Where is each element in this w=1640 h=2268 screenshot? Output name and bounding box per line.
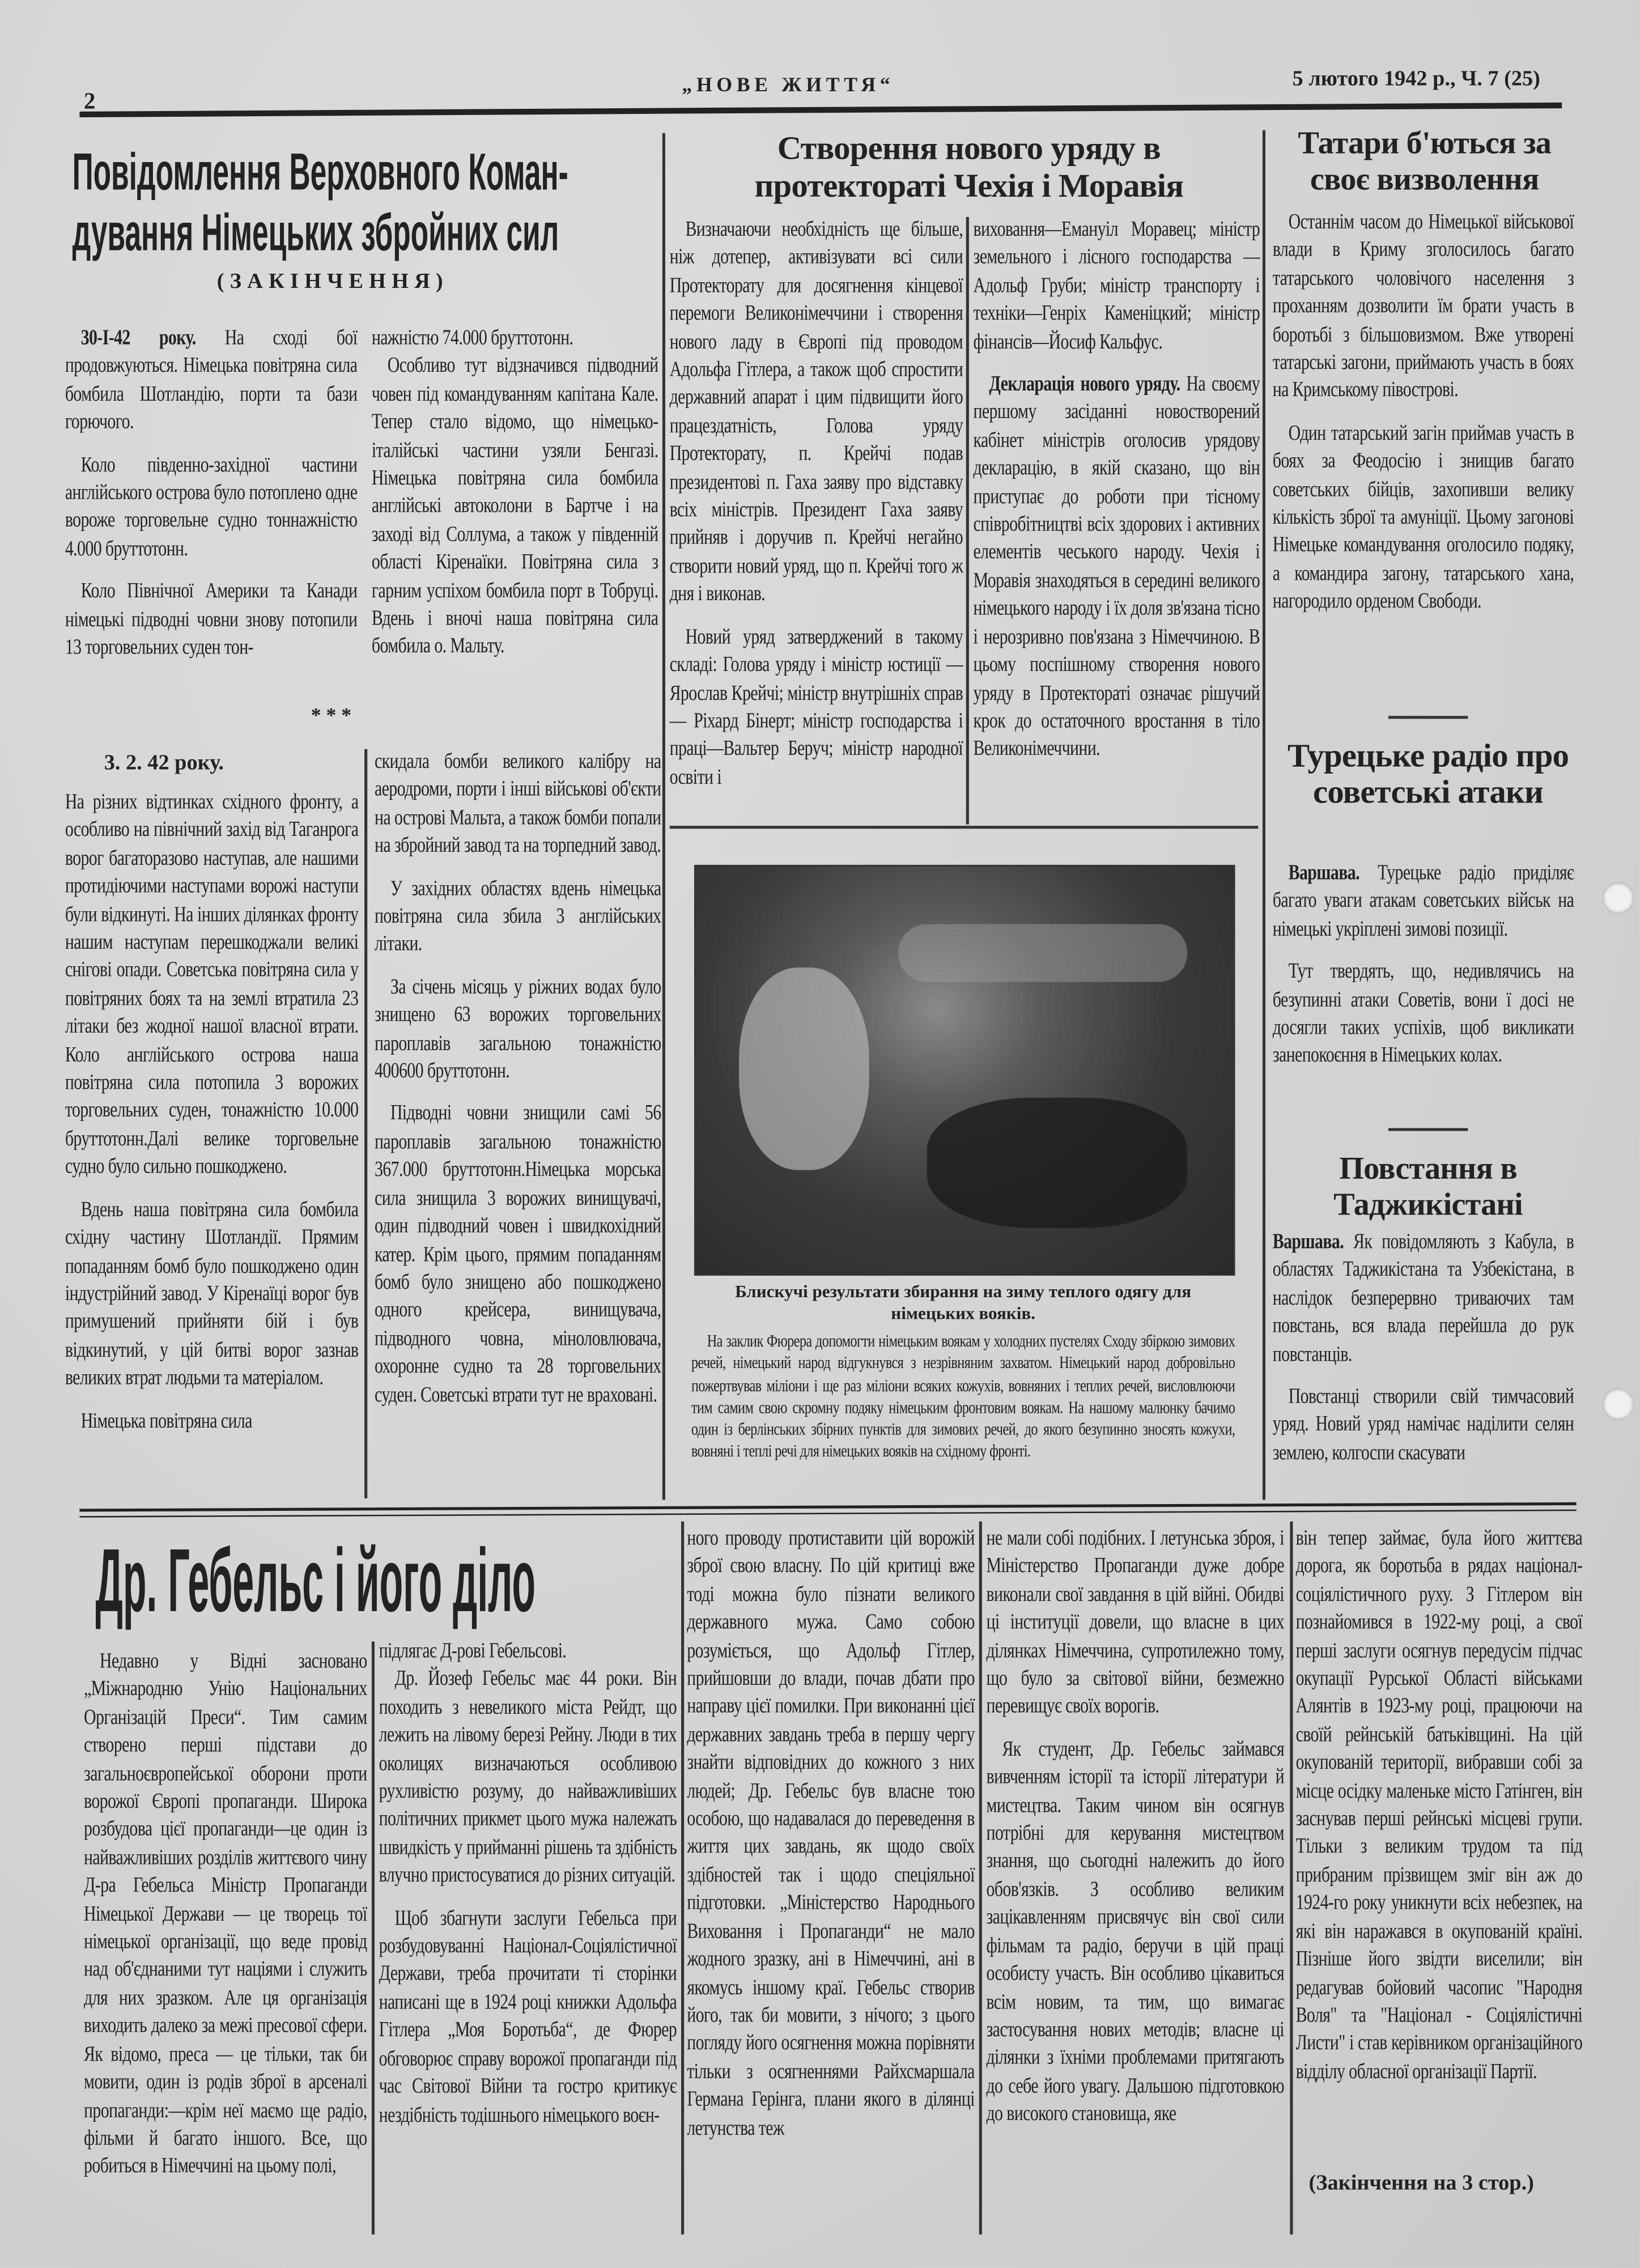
paragraph: Німецька повітряна сила [80,1409,252,1433]
paragraph: Новий уряд затверджений в такому складі: Голова уряду і міністр юстиції — Ярослав Крейчі; міністр внутрішніх справ — Ріхард Бінерт; міністр господарства і праці—Вальтер Беруч; міністр народної освіти і [669,626,963,789]
section-rule [79,1502,1576,1518]
goebbels-col-1 [84,1649,367,2196]
paragraph: Тут твердять, що, недивлячись на безупинні атаки Советів, вони ї досі не досягли таких успіхів, щоб викликати занепокоєння в Німецьких колах. [1272,961,1574,1068]
goebbels-col-2 [379,1638,677,2144]
punch-hole [1603,882,1634,914]
title-line: дування Німецьких збройних сил [72,202,559,262]
punch-hole [1603,1388,1634,1420]
protectorate-col-2 [973,217,1260,779]
paragraph: На різних відтинках східного фронту, а особливо на північний захід від Таганрога ворог багаторазово наступав, але нашими протидіючими наступами ворожі наступи були відкинуті. На інших ділянках фронту нашим наступам перешкоджали великі снігові опади. Советська повітряна сила у повітряних боях та на землі втратила 23 літаки без жодної нашої власної втрати. Коло англійського острова наша повітряна сила потопила 3 ворожих торговельних суден, тонажністю 10.000 бруттотонн.Далі велике торговельне судно було сильно пошкоджено. [65,791,359,1179]
column-divider [1263,130,1265,1500]
paragraph: На заклик Фюрера допомогти німецьким воякам у холодних пустелях Сходу збіркою зимових речей, німецький народ відгукнувся з незрівняним захватом. Німецький народ добровільно пожертвував міліони і ще раз міліони всяких кожухів, вовняних і теплих речей, висловлюючи тим самим свою скромну подяку німецьким фронтовим воякам. На нашому малюнку бачимо один із берлінських збірних пунктів для зимових речей, до якого безупинно зносять кожухи, вовняні і теплі речі для німецьких вояків на східному фронті. [691,1330,1235,1462]
communique-col-1 [65,325,358,677]
protectorate-col-1 [670,217,963,808]
communique-col-2b [375,749,661,1425]
issue-date: 5 лютого 1942 р., Ч. 7 (25) [1292,67,1540,91]
paragraph: Як студент, Др. Гебельс займався вивченням історії та історії літератури й мистецтва. Таким чином він осягнув потрібні для керування мистецтвом знання, що сьогодні належить до його обов'язків. З особливо великим зацікавленням присвячує він свої сили фільмам та радіо, беручи в цій праці особисту участь. Він особливо цікавиться всім новим, та тим, що вимагає застосування нових методів; власне ці ділянки з їхніми проблемами притягають до себе його увагу. Дальшою підготовкою до високого становища, яке [986,1738,1284,2126]
paragraph: Коло південно-західної частини англійського острова було потоплено одне вороже торговельне судно тоннажністю 4.000 бруттотонн. [65,453,358,561]
paragraph: Вдень наша повітряна сила бомбила східну частину Шотландії. Прямим попаданням бомб було пошкоджено один індустрійний завод. У Кіренаїці ворог був примушений прийняти бій і був відкинутий, у цій битві ворог зазнав великих втрат людьми та матеріалом. [65,1198,359,1390]
goebbels-col-5 [1296,1526,1583,2101]
column-divider [979,1522,982,2235]
column-divider [662,133,665,1500]
paragraph: Один татарський загін приймав участь в боях за Феодосію і знищив багато советських бійців, захопивши велику кількість зброї та амуніції. Цьому загонові Німецьке командування оголосило подяку, а командира загону, татарського хана, нагородило орденом Свободи. [1272,422,1574,614]
continued-note: (Закінчення на 3 стор.) [1308,2172,1534,2195]
communique-col-2 [372,325,658,677]
column-divider [364,749,367,1498]
turkish-radio-title: Турецьке радіо про советські атаки [1287,737,1569,810]
tajik-text [1273,1229,1574,1483]
paragraph: Турецьке радіо приділяє багато уваги атакам советських військ на німецькі укріплені зимові позиції. [1272,861,1574,941]
paragraph: Останнім часом до Німецької військової влади в Криму зголосилось багато татарського чоловічого населення з проханням дозволити їм брати участь в боротьбі з більшовизмом. Вже утворені татарські загони, приймають участь в боях на Кримському півострові. [1272,211,1574,403]
paragraph: ного проводу протиставити цій ворожій зброї свою власну. По цій критиці вже тоді можна було пізнати великого державного мужа. Само собою розуміється, що Адольф Гітлер, прийшовши до влади, почав дбати про направу цієї помилки. При виконанні цієї державних завдань треба в першу чергу знайти відповідних до кожного з них людей; Др. Гебельс був власне тою особою, що надавалася до переведення в життя цих завдань, як щодо своїх здібностей так і щодо спеціяльної підготовки. „Міністерство Народнього Виховання і Пропаганди“ не мало жодного зразку, ані в Німеччині, ані в якомусь іншому краї. Гебельс створив його, так би мовити, з нічого; з цього погляду його осягнення можна порівняти тільки з осягненнями Райхсмаршала Германа Герінга, плани якого в ділянці летунства теж [687,1527,975,2140]
paragraph: У західних областях вдень німецька повітряна сила збила 3 англійських літаки. [374,877,661,957]
section-divider [1388,1128,1468,1131]
photo-text [691,1331,1235,1478]
header-rule [79,103,1562,117]
paragraph: На сході бої продовжуються. Німецька повітряна сила бомбила Шотландію, порти та бази горючого. [65,326,358,435]
paragraph: не мали собі подібних. І летунська зброя, і Міністерство Пропаганди дуже добре виконали свої завдання в цій війні. Обидві ці інституції довели, що власне в цих ділянках Німеччина, супротилежно тому, що було за світової війни, безмежно перевищує своїх ворогів. [986,1527,1284,1719]
photo-figure [898,924,1187,982]
paragraph: Як повідомляють з Кабула, в областях Таджикістана та Узбекістана, в наслідок безперервно триваючих там повстань, вся влада перейшла до рук повстанців. [1272,1230,1574,1366]
communique-subtitle: (ЗАКІНЧЕННЯ) [216,270,449,294]
photo-figure [739,967,869,1170]
separator-stars: * * * [311,706,352,728]
communique-col-1b [65,789,359,1450]
paragraph: нажністю 74.000 бруттотонн. [371,326,573,350]
paragraph: Повстанці створили свій тимчасовий уряд. Новий уряд намічає наділити селян землею, колгоспи скасувати [1272,1385,1574,1465]
paragraph: Визначаючи необхідність ще більше, ніж дотепер, активізувати всі сили Протекторату для досягнення кінцевої перемоги Великонімеччини і створення нового ладу в Європі під проводом Адольфа Гітлера, а також щоб спростити державний апарат і цим підвищити його працездатність, Голова уряду Протекторату, п. Крейчі подав президентові п. Гаха заяву про відставку всіх міністрів. Президент Гаха заяву прийняв і доручив п. Крейчі негайно створити новий уряд, що п. Крейчі того ж дня і виконав. [669,218,963,607]
photo-caption: Блискучі результати збирання на зиму теплого одягу для німецьких вояків. [735,1281,1192,1324]
paragraph: виховання—Емануіл Моравец; міністр земельного і лісного господарства — Адольф Груби; міністр транспорту і техніки—Генріх Каменіцкий; міністр фінансів—Йосиф Кальфус. [973,218,1260,354]
photo-clothing-collection [694,865,1235,1276]
column-divider [966,217,968,825]
paragraph: скидала бомби великого калібру на аеродроми, порти і інші військові об'єкти на острові Мальта, а також бомби попали на збройний завод та на торпедний завод. [374,750,661,858]
date-lead: 30-I-42 року. [80,326,196,350]
tatars-title: Татари б'ються за своє визволення [1298,124,1552,197]
dateline: Варшава. [1272,1230,1344,1254]
paragraph: Особливо тут відзначився підводний човен під командуванням капітана Кале. Тепер стало відомо, що німецько-італійські частини узяли Бенгазі. Німецька повітряна сила бомбила англійські автоколони в Бартче і на заході від Соллума, а також у південній області Кіренаїки. Повітряна сила з гарним успіхом бомбила порт в Тобруці. Вдень і вночі наша повітряна сила бомбила о. Мальту. [371,355,658,659]
paragraph: підлягає Д-рові Гебельсові. [379,1640,567,1663]
column-divider [681,1522,683,2235]
date-lead: 3. 2. 42 року. [104,752,224,775]
declaration-lead: Декларація нового уряду. [989,373,1180,397]
section-divider [670,826,1259,828]
dateline: Варшава. [1288,861,1359,885]
turkish-radio-text [1273,860,1574,1086]
communique-title [73,142,568,263]
section-divider [1388,716,1468,718]
tajik-title: Повстання в Таджикістані [1333,1149,1523,1222]
newspaper-name: „НОВЕ ЖИТТЯ“ [682,75,895,97]
protectorate-title: Створення нового уряду в протектораті Чехія і Моравія [754,130,1184,204]
paragraph: Коло Північної Америки та Канади німецькі підводні човни знову потопили 13 торговельних суден тон- [65,580,358,660]
paragraph: За січень місяць у ріжних водах було знищено 63 ворожих торговельних пароплавів загальною тонажністю 400600 бруттотонн. [374,976,661,1084]
paragraph: він тепер займає, була його життєва дорога, як боротьба в рядах націонал-соціялістичного руху. З Гітлером він познайомився в 1922-му році, а свої перші заслуги осягнув передусім підчас окупації Рурської Області військами Алянтів в 1923-му році, працюючи на своїй рейнській батьківщині. На цій окупованій території, вибравши собі за місце осідку маленьке місто Гатінген, він заснував перші рейнські місцеві групи. Тільки з великим трудом та під прибраним прізвищем зміг він аж до 1924-го року уникнути всіх небезпек, на які він наражався в окупованій країні. Пізніше його звідти виселили; він редагував бойовий часопис "Народня Воля" та "Націонал - Соціялістичні Листи" і став керівником організаційного відділу обласної організації Партії. [1295,1527,1583,2084]
title-line: Повідомлення Верховного Коман- [72,142,568,201]
page-number: 2 [84,90,96,114]
photo-figure [927,1098,1187,1228]
column-divider [372,1642,374,2235]
goebbels-title: Др. Гебельс і його діло [95,1531,536,1632]
column-divider [1290,1522,1292,2235]
paragraph: Щоб збагнути заслуги Гебельса при розбудовуванні Націонал-Соціялістичної Держави, треба прочитати ті сторінки написані ще в 1924 році книжки Адольфа Гітлера „Моя Боротьба“, де Фюрер обговорює справу ворожої пропаганди під час Світової Війни та гостро критикує нездібність тодішнього німецького воєн- [379,1907,677,2127]
goebbels-col-3 [687,1526,975,2157]
paragraph: На своєму першому засіданні новостворений кабінет міністрів оголосив урядову декларацію, в якій сказано, що він приступає до роботи при тісному співробітництві всіх здорових і активних елементів чеського народу. Чехія і Моравія знаходяться в середині великого німецького народу і їх доля зв'язана тісно і нерозривно пов'язана з Німеччиною. В цьому поспішному створення нового уряду в Протектораті означає рішучий крок до остаточного вростання в тіло Великонімеччини. [973,373,1260,762]
paragraph: Др. Йозеф Гебельс має 44 роки. Він походить з невеликого міста Рейдт, що лежить на лівому березі Рейну. Люди в тих околицях визначаються особливою рухливістю розуму, до найважливіших політичних прикмет цього мужа належать швидкість у прийманні рішень та здібність влучно пристосуватися до різних ситуацій. [379,1668,677,1888]
goebbels-col-4 [986,1526,1284,2144]
paragraph: Підводні човни знищили самі 56 пароплавів загальною тонажністю 367.000 бруттотонн.Німецька морська сила знищила 3 ворожих винищувачі, один підводний човен і швидкохідний катер. Крім цього, прямим попаданням бомб було знищено або пошкоджено одного крейсера, винищувача, підводного човна, міноловлювача, охоронне судно та 28 торговельних суден. Советські втрати тут не враховані. [374,1102,661,1407]
tatars-text [1273,210,1574,631]
paragraph: Недавно у Відні засновано „Міжнародню Унію Національних Організацій Преси“. Тим самим створено перші підстави до загальноєвропейської оборони проти ворожої Європі пропаганди. Широка розбудова цієї пропаганди—це один із найважливіших розділів життєвого чину Д-ра Гебельса Міністр Пропаганди Німецької Держави — це творець тої німецької організації, що веде провід над об'єднаними тут націями і служить для них зразком. Але ця організація виходить далеко за межі пресової сфери. Як відомо, преса — це тільки, так би мовити, один із родів зброї в арсеналі пропаганди:—крім неї маємо ще радіо, фільми й багато іншого. Все, що робиться в Німеччині на цьому полі, [84,1650,367,2179]
